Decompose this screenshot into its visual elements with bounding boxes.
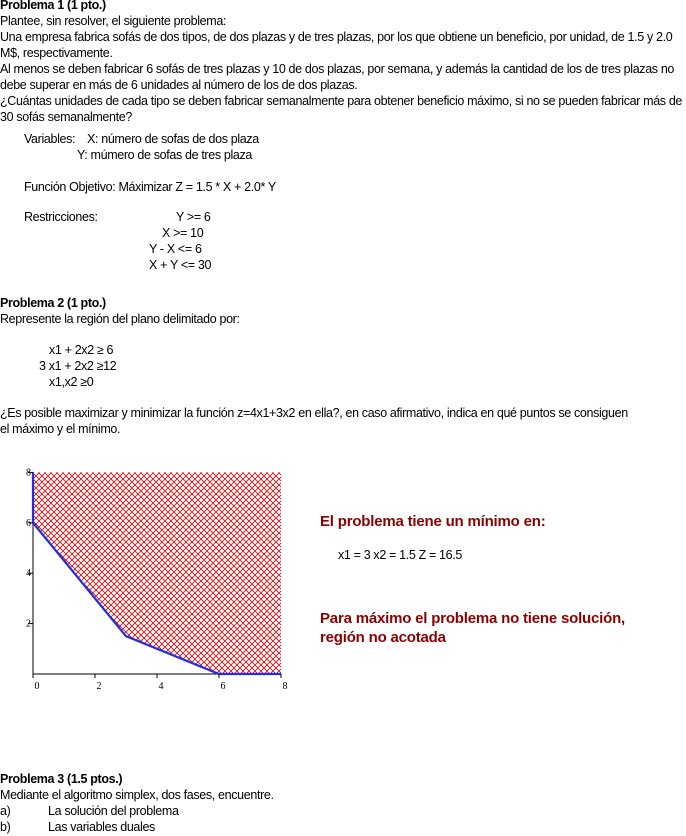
maximum-note-line: Para máximo el problema no tiene solución, — [320, 610, 626, 627]
problem-3-instruction: Mediante el algoritmo simplex, dos fases, encuentre. — [0, 788, 274, 802]
problem-1-text-line: Al menos se deben fabricar 6 sofás de tres plazas y 10 de dos plazas, por semana, y además la cantidad de los de tres plazas no — [0, 62, 675, 76]
problem-2-question-line: el máximo y el mínimo. — [0, 422, 121, 436]
problem-3-title: Problema 3 (1.5 ptos.) — [0, 772, 123, 786]
feasible-region-chart — [0, 458, 300, 694]
x-tick-label: 4 — [158, 681, 164, 692]
list-marker: b) — [0, 820, 11, 834]
problem-1-text-line: ¿Cuántas unidades de cada tipo se deben fabricar semanalmente para obtener beneficio máximo, si no se pueden fabricar más de — [0, 94, 683, 108]
problem-2-instruction: Represente la región del plano delimitado por: — [0, 312, 240, 326]
list-marker: a) — [0, 804, 11, 818]
problem-1-text-line: 30 sofás semanalmente? — [0, 110, 132, 124]
maximum-note-line: región no acotada — [320, 629, 446, 646]
feasible-region-fill — [33, 472, 281, 674]
variables-label: Variables: — [24, 132, 76, 146]
x-tick-label: 2 — [96, 681, 102, 692]
variable-y: Y: múmero de sofas de tres plaza — [77, 148, 253, 162]
problem-1-text-line: debe superar en más de 6 unidades al número de los de dos plazas. — [0, 78, 358, 92]
x-tick-label: 0 — [34, 681, 40, 692]
restrictions-label: Restricciones: — [24, 210, 98, 224]
y-tick-label: 8 — [26, 467, 31, 479]
y-tick-label: 6 — [26, 517, 31, 529]
y-tick-label: 2 — [26, 618, 31, 630]
problem-2-title: Problema 2 (1 pto.) — [0, 296, 106, 310]
restriction: Y >= 6 — [176, 210, 211, 224]
variable-x: X: número de sofas de dos plaza — [87, 132, 259, 146]
restriction: X + Y <= 30 — [149, 258, 212, 272]
restriction: Y - X <= 6 — [149, 242, 202, 256]
x-tick-label: 6 — [220, 681, 226, 692]
restriction: X >= 10 — [162, 226, 204, 240]
minimum-title: El problema tiene un mínimo en: — [320, 513, 546, 530]
problem-1-title: Problema 1 (1 pto.) — [0, 0, 106, 12]
constraint: x1,x2 ≥0 — [49, 375, 94, 389]
problem-1-text-line: M$, respectivamente. — [0, 46, 113, 60]
list-item: Las variables duales — [48, 820, 155, 834]
y-tick-label: 4 — [26, 568, 31, 580]
list-item: La solución del problema — [48, 804, 179, 818]
minimum-values: x1 = 3 x2 = 1.5 Z = 16.5 — [338, 548, 462, 562]
problem-1-text-line: Una empresa fabrica sofás de dos tipos, de dos plazas y de tres plazas, por los que obtiene un beneficio, por unidad, de 1.5 y 2.0 — [0, 30, 673, 44]
problem-1-instruction: Plantee, sin resolver, el siguiente problema: — [0, 14, 227, 28]
objective-function: Función Objetivo: Máximizar Z = 1.5 * X + 2.0* Y — [24, 180, 276, 194]
constraint: 3 x1 + 2x2 ≥12 — [39, 359, 117, 373]
constraint: x1 + 2x2 ≥ 6 — [49, 343, 114, 357]
problem-2-question-line: ¿Es posible maximizar y minimizar la función z=4x1+3x2 en ella?, en caso afirmativo, indica en qué puntos se consiguen — [0, 406, 628, 420]
x-tick-label: 8 — [282, 681, 288, 692]
